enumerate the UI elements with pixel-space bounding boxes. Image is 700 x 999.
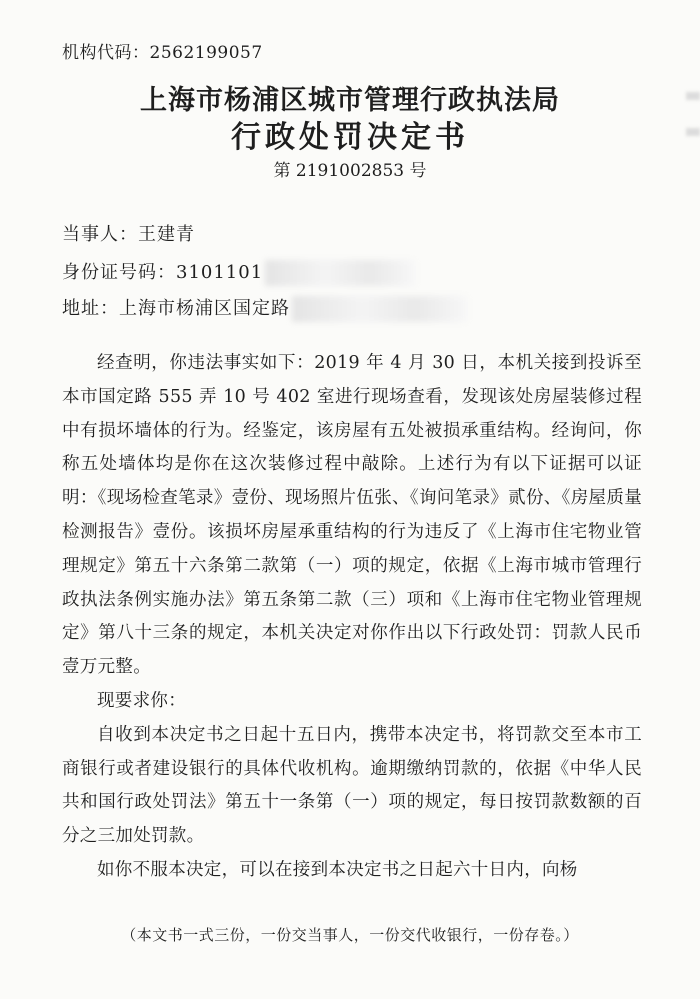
party-id-line xyxy=(62,258,415,286)
redaction-blur xyxy=(265,260,415,286)
payment-paragraph: 自收到本决定书之日起十五日内，携带本决定书，将罚款交至本市工商银行或者建设银行的具体代收机构。逾期缴纳罚款的，依据《中华人民共和国行政处罚法》第五十一条第（一）项的规定，每日按罚款数额的百分之三加处罚款。 xyxy=(62,724,642,847)
party-address-line xyxy=(62,294,467,322)
org-code: 机构代码：2562199057 xyxy=(62,43,263,63)
party-id: 身份证号码：3101101 xyxy=(62,262,264,283)
document-title: 行政处罚决定书 xyxy=(231,120,469,155)
scan-edge-mark xyxy=(686,92,700,100)
decision-body xyxy=(62,347,642,888)
document-number: 第 2191002853 号 xyxy=(273,161,427,181)
facts-paragraph: 经查明，你违法事实如下：2019 年 4 月 30 日，本机关接到投诉至本市国定路 555 弄 10 号 402 室进行现场查看，发现该处房屋装修过程中有损坏墙体的行为。经鉴定，该房屋有五处被损承重结构。经询问，你称五处墙体均是你在这次装修过程中敲除。上述行为有以下证据可以证明：《现场检查笔录》壹份、现场照片伍张、《询问笔录》贰份、《房屋质量检测报告》壹份。该损坏房屋承重结构的行为违反了《上海市住宅物业管理规定》第五十六条第二款第（一）项的规定，依据《上海市城市管理行政执法条例实施办法》第五条第二款（三）项和《上海市住宅物业管理规定》第八十三条的规定，本机关决定对你作出以下行政处罚：罚款人民币壹万元整。 xyxy=(62,353,642,678)
party-name-line xyxy=(62,220,195,246)
appeal-paragraph: 如你不服本决定，可以在接到本决定书之日起六十日内，向杨 xyxy=(97,859,578,880)
agency-name: 上海市杨浦区城市管理行政执法局 xyxy=(140,85,560,116)
party-name: 当事人：王建青 xyxy=(62,224,195,245)
redaction-blur xyxy=(292,296,467,322)
party-address: 地址：上海市杨浦区国定路 xyxy=(62,298,290,319)
scan-edge-mark xyxy=(686,128,700,136)
copies-note: （本文书一式三份，一份交当事人，一份交代收银行，一份存卷。） xyxy=(121,926,579,944)
requirement-intro: 现要求你： xyxy=(97,690,186,711)
